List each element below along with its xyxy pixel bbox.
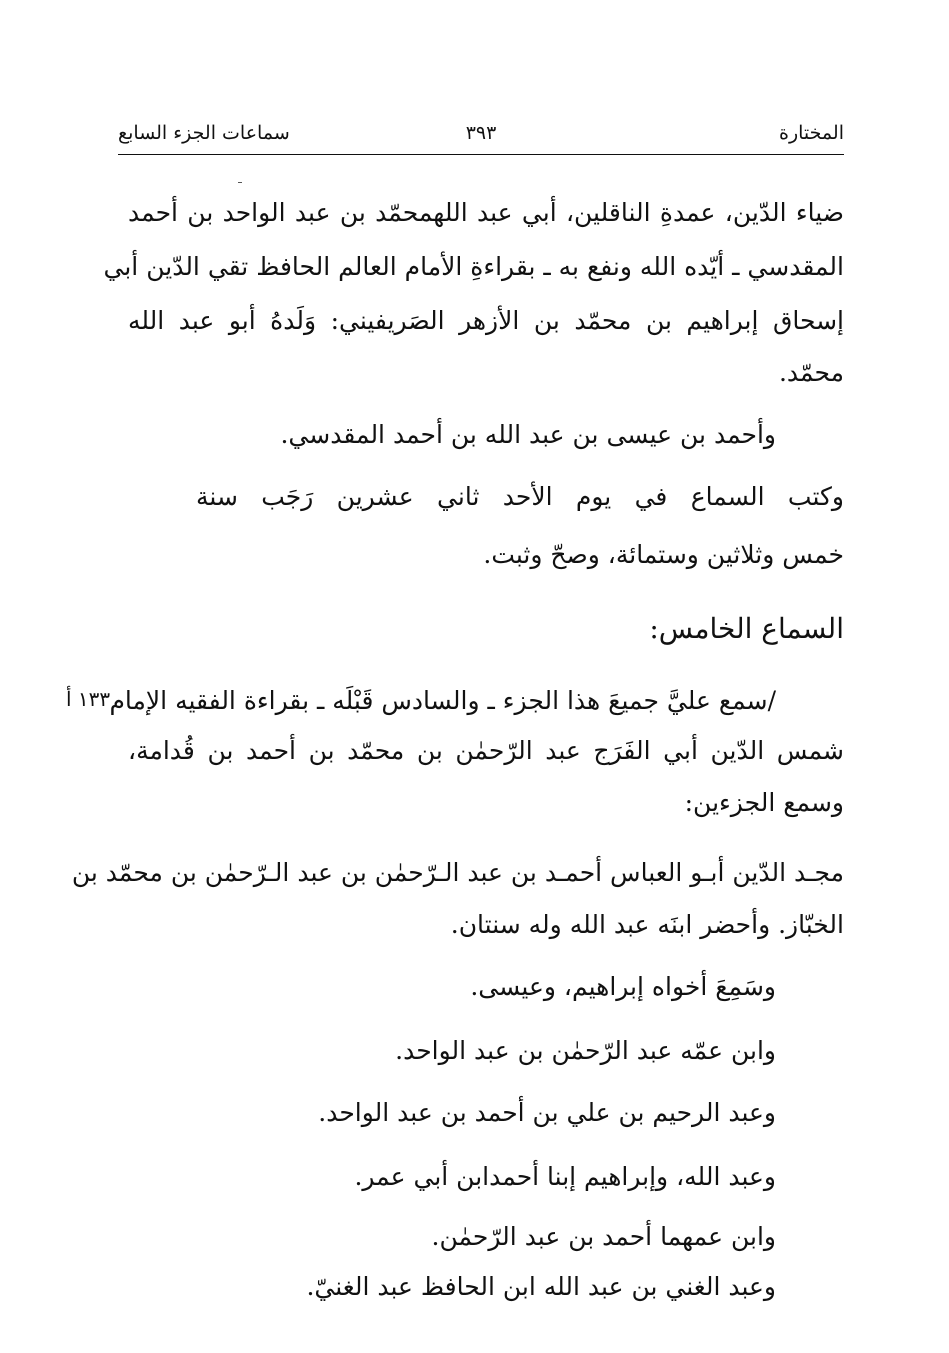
header-section-title: سماعات الجزء السابع xyxy=(118,122,290,144)
page-number: ٣٩٣ xyxy=(465,122,497,144)
text-line: خمس وثلاثين وستمائة، وصحّ وثبت. xyxy=(483,540,844,569)
text-line: شمس الدّين أبي الفَرَج عبد الرّحمٰن بن محمّد بن أحمد بن قُدامة، xyxy=(128,736,844,765)
text-line: وابن عمهما أحمد بن عبد الرّحمٰن. xyxy=(431,1222,776,1251)
header-rule xyxy=(118,154,844,155)
running-header xyxy=(118,118,844,156)
text-line: وكتب السماع في يوم الأحد ثاني عشرين رَجَب سنة xyxy=(196,482,844,511)
text-line: مجـد الدّين أبـو العباس أحمـد بن عبد الـرّحمٰن بن عبد الـرّحمٰن بن محمّد بن xyxy=(71,858,844,887)
text-line: محمّد. xyxy=(778,358,844,387)
text-line: الخبّاز. وأحضر ابنَه عبد الله وله سنتان. xyxy=(450,910,844,939)
margin-folio-note: ١٣٣ أ xyxy=(66,687,111,711)
text-line: وعبد الغني بن عبد الله ابن الحافظ عبد الغنيّ. xyxy=(306,1272,776,1301)
text-line: وسمع الجزءين: xyxy=(684,788,844,817)
ink-dot xyxy=(238,182,242,183)
text-line: ضياء الدّين، عمدةِ الناقلين، أبي عبد اللهمحمّد بن عبد الواحد بن أحمد xyxy=(128,198,844,227)
text-line: وعبد الله، وإبراهيم إبنا أحمدابن أبي عمر. xyxy=(354,1162,776,1191)
section-heading: السماع الخامس: xyxy=(649,612,844,645)
text-line: /سمع عليَّ جميعَ هذا الجزء ـ والسادس قَبْلَه ـ بقراءة الفقيه الإمام xyxy=(109,686,776,715)
text-line: المقدسي ـ أيّده الله ونفع به ـ بقراءةِ الأمام العالم الحافظ تقي الدّين أبي xyxy=(103,252,844,281)
text-line: وابن عمّه عبد الرّحمٰن بن عبد الواحد. xyxy=(395,1036,776,1065)
text-line: وعبد الرحيم بن علي بن أحمد بن عبد الواحد. xyxy=(318,1098,776,1127)
text-line: وأحمد بن عيسى بن عبد الله بن أحمد المقدسي. xyxy=(280,420,776,449)
header-book-title: المختارة xyxy=(779,122,844,144)
text-line: إسحاق إبراهيم بن محمّد بن الأزهر الصَريفيني: وَلَدهُ أبو عبد الله xyxy=(128,306,844,335)
text-line: وسَمِعَ أخواه إبراهيم، وعيسى. xyxy=(470,972,776,1001)
